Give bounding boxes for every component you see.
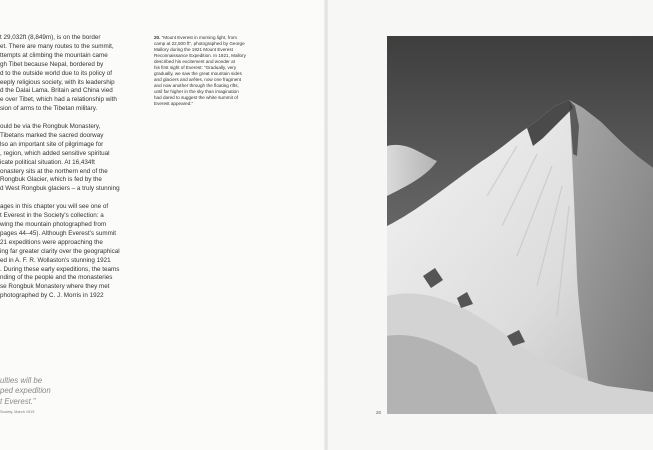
caption-line: described his excitement and wonder at [154, 59, 235, 64]
photo-caption [154, 35, 282, 107]
caption-number: 20. [154, 35, 161, 40]
body-line: eeply religious society, with its leadership [0, 78, 115, 86]
caption-line: and now another through the floating rifts, [154, 83, 239, 88]
body-line: t 29,032ft (8,849m), is on the border [0, 34, 101, 41]
pull-quote [0, 376, 120, 407]
caption-line: Everest appeared.” [154, 101, 194, 106]
body-line: icate political situation. At 16,434ft [0, 158, 95, 166]
caption-line: gradually, we saw the great mountain sides [154, 71, 242, 76]
body-line: ages in this chapter you will see one of [0, 203, 109, 211]
pull-quote-line: ulties will be [0, 376, 43, 385]
caption-line: until far higher in the sky than imagination [154, 89, 239, 94]
body-paragraph-3 [0, 203, 145, 301]
body-line: nding of the people and the monasteries [0, 274, 113, 282]
quote-source: Society, March 1919 [0, 410, 35, 414]
body-line: gh Tibet because Nepal, bordered by [0, 60, 104, 68]
body-line: ed in A. F. R. Wollaston's stunning 1921 [0, 256, 111, 264]
body-line: e over Tibet, which had a relationship with [0, 96, 117, 104]
body-line: wing the mountain photographed from [0, 221, 107, 228]
caption-line: Reconnaissance Expedition. In 1921, Mallory [154, 53, 246, 58]
body-line: lso an important site of pilgrimage for [0, 140, 104, 148]
body-line: ould be via the Rongbuk Monastery, [0, 123, 101, 131]
caption-line: his first sight of Everest: “Gradually, very [154, 65, 237, 70]
pull-quote-line: t Everest.” [0, 396, 36, 406]
caption-text: “Mount Everest in morning light, from [161, 35, 237, 40]
mountain-photograph [387, 36, 653, 414]
left-page [0, 0, 326, 450]
body-line: onastery sits at the northern end of the [0, 167, 108, 175]
body-line: Tibetans marked the sacred doorway [0, 131, 104, 139]
caption-line: had dared to suggest the white summit of [154, 95, 239, 100]
caption-line: Mallory during the 1921 Mount Everest [154, 47, 233, 52]
body-line: d to the outside world due to its policy of [0, 69, 113, 77]
book-gutter [324, 0, 328, 450]
page-number: 20 [376, 410, 382, 415]
body-line: t Everest in the Society's collection: a [0, 212, 104, 220]
mountain-image [387, 36, 653, 414]
body-line: 21 expeditions were approaching the [0, 238, 103, 246]
body-paragraph-1 [0, 34, 145, 114]
body-line: photographed by C. J. Morris in 1922 [0, 292, 104, 300]
body-paragraph-2 [0, 123, 145, 194]
body-line: . During these early expeditions, the teams [0, 265, 120, 273]
pull-quote-line: ped expedition [0, 386, 51, 396]
body-line: d the Dalai Lama. Britain and China vied [0, 87, 113, 95]
caption-line: and glaciers and arêtes, now one fragment [154, 77, 242, 82]
body-line: se Rongbuk Monastery where they met [0, 283, 110, 291]
body-line: ttempts at climbing the mountain came [0, 51, 108, 59]
body-line: d West Rongbuk glaciers – a truly stunning [0, 185, 120, 193]
body-line: ing far greater clarity over the geographical [0, 247, 120, 255]
caption-line: camp at 22,500 ft”, photographed by George [154, 41, 245, 46]
body-text-column [0, 34, 145, 310]
body-line: et. There are many routes to the summit, [0, 42, 114, 50]
body-line: pages 44–45). Although Everest's summit [0, 229, 117, 237]
body-line: , region, which added sensitive spiritual [0, 149, 110, 157]
body-line: Rongbuk Glacier, which is fed by the [0, 176, 102, 184]
body-line: sion of arms to the Tibetan military. [0, 105, 98, 113]
